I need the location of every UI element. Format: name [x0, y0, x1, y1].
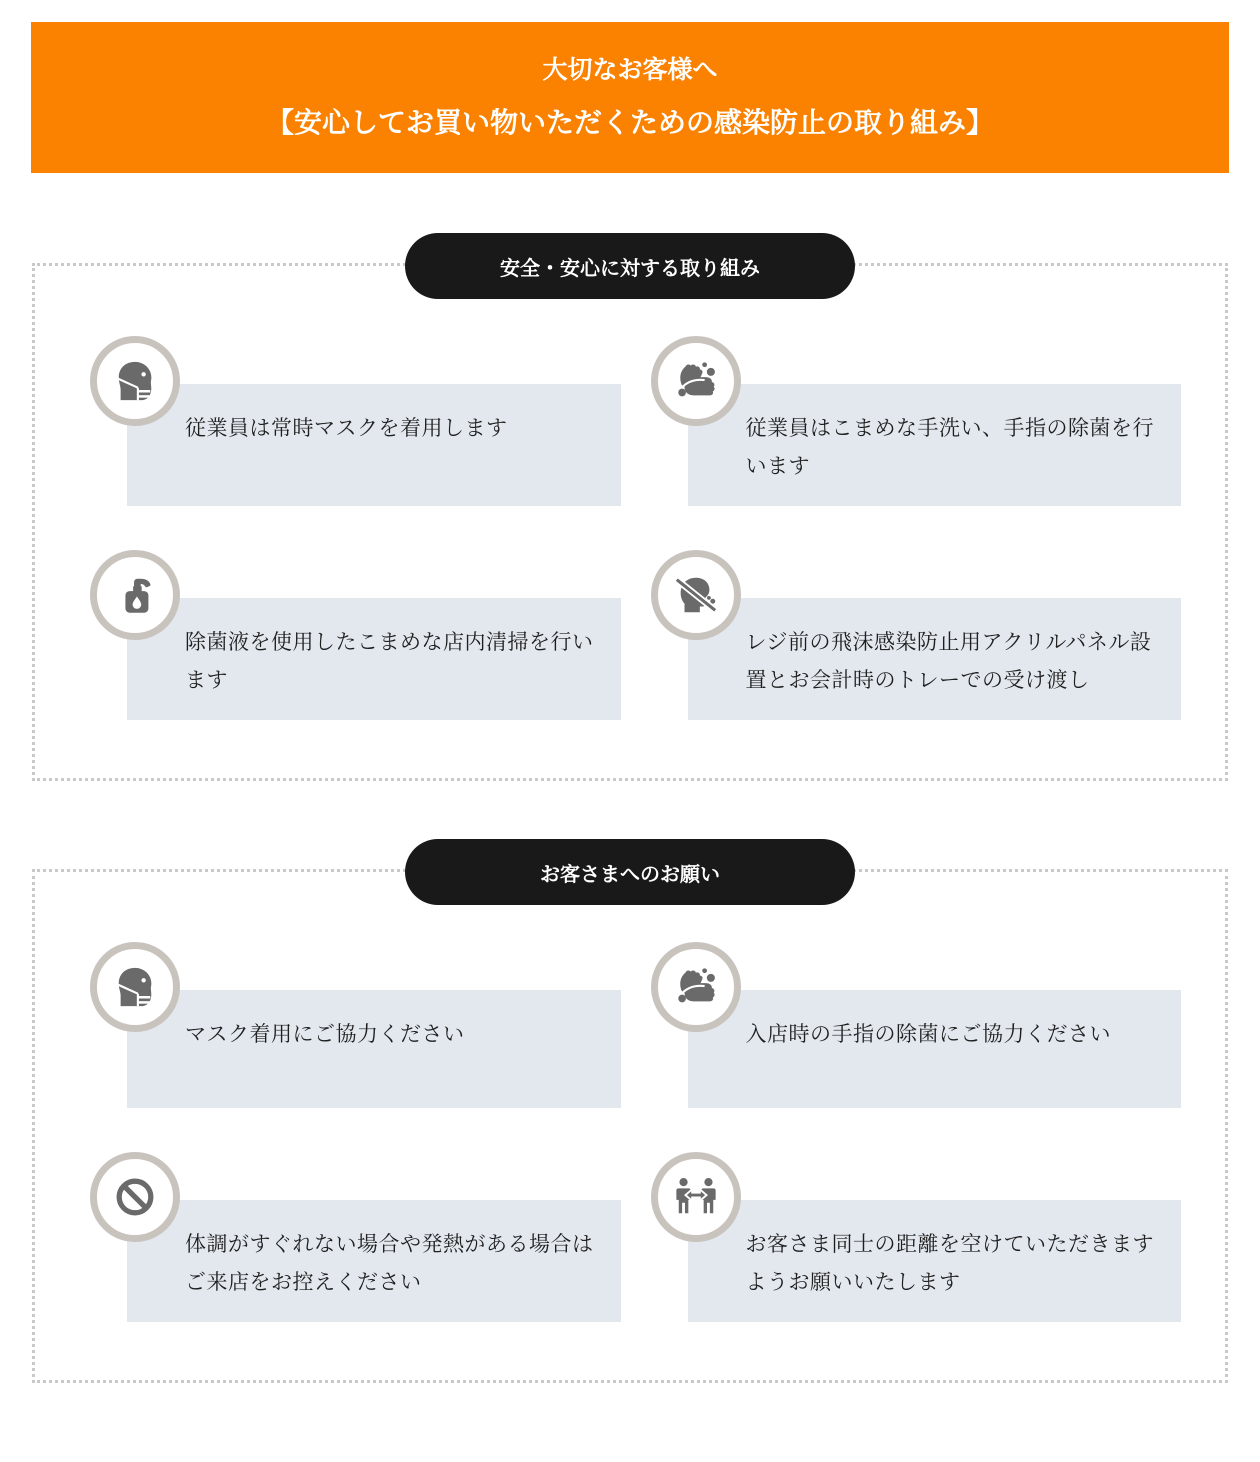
item-acrylic-panel — [651, 550, 1182, 720]
item-box — [688, 1200, 1182, 1322]
item-text: 体調がすぐれない場合や発熱がある場合はご来店をお控えください — [185, 1233, 594, 1294]
no-entry-icon — [90, 1152, 180, 1242]
section-customer-requests — [32, 863, 1228, 1383]
item-text: マスク着用にご協力ください — [185, 1023, 465, 1046]
request-items-grid — [90, 942, 1181, 1322]
item-box — [688, 384, 1182, 506]
hand-wash-icon — [651, 942, 741, 1032]
section-safety-initiatives — [32, 257, 1228, 781]
social-distance-icon — [651, 1152, 741, 1242]
safety-items-grid — [90, 336, 1181, 720]
item-box — [688, 598, 1182, 720]
item-text: お客さま同士の距離を空けていただきますようお願いいたします — [745, 1233, 1154, 1294]
item-text: 従業員はこまめな手洗い、手指の除菌を行います — [745, 417, 1154, 478]
item-text: 除菌液を使用したこまめな店内清掃を行います — [185, 631, 594, 692]
mask-face-icon — [90, 942, 180, 1032]
item-box — [127, 990, 621, 1108]
banner-title: 大切なお客様へ — [542, 56, 718, 84]
item-customer-mask — [90, 942, 621, 1108]
hand-wash-icon — [651, 336, 741, 426]
section-safety-pill — [405, 233, 855, 299]
item-text: 従業員は常時マスクを着用します — [185, 417, 508, 440]
item-text: 入店時の手指の除菌にご協力ください — [745, 1023, 1111, 1046]
item-box — [127, 384, 621, 506]
droplet-block-icon — [651, 550, 741, 640]
item-refrain-visit — [90, 1152, 621, 1322]
item-box — [688, 990, 1182, 1108]
item-box — [127, 598, 621, 720]
item-store-cleaning — [90, 550, 621, 720]
sanitizer-bottle-icon — [90, 550, 180, 640]
item-social-distance — [651, 1152, 1182, 1322]
banner-subtitle: 【安心してお買い物いただくための感染防止の取り組み】 — [265, 107, 994, 138]
section-requests-label: お客さまへのお願い — [540, 863, 720, 886]
section-requests-pill — [405, 839, 855, 905]
item-staff-handwash — [651, 336, 1182, 506]
item-staff-mask — [90, 336, 621, 506]
section-safety-label: 安全・安心に対する取り組み — [500, 257, 760, 280]
item-customer-sanitize — [651, 942, 1182, 1108]
notice-banner — [31, 22, 1229, 173]
item-box — [127, 1200, 621, 1322]
mask-face-icon — [90, 336, 180, 426]
item-text: レジ前の飛沫感染防止用アクリルパネル設置とお会計時のトレーでの受け渡し — [745, 631, 1152, 692]
